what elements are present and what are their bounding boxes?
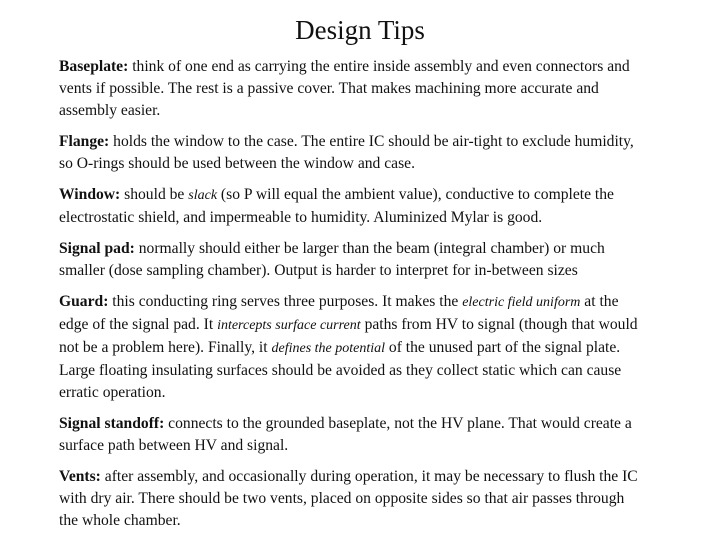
- tip-text: holds the window to the case. The entire IC should be air-tight to exclude humidity, so O-rings should be used between the window and case.: [59, 133, 634, 172]
- tip-text: think of one end as carrying the entire inside assembly and even connectors and vents if possible. The rest is a passive cover. That makes machining more accurate and assembly easier.: [59, 58, 630, 119]
- tip-emphasis: electric field uniform: [462, 295, 581, 310]
- tip-guard: [59, 291, 639, 404]
- tip-text: at the edge of the signal pad. It: [59, 293, 619, 333]
- tip-baseplate: [59, 56, 639, 122]
- tip-term: Window:: [59, 186, 121, 203]
- tip-text: normally should either be larger than the beam (integral chamber) or much smaller (dose sampling chamber). Output is harder to interpret for in-between sizes: [59, 240, 605, 279]
- tip-emphasis: intercepts surface current: [217, 318, 361, 333]
- tip-text: should be: [120, 186, 189, 203]
- page-title: Design Tips: [295, 15, 425, 45]
- tip-window: [59, 184, 639, 229]
- tip-emphasis: slack: [188, 188, 218, 203]
- tip-text: (so P will equal the ambient value), conductive to complete the electrostatic shield, and impermeable to humidity. Aluminized Mylar is good.: [59, 186, 614, 226]
- tip-text: after assembly, and occasionally during operation, it may be necessary to flush the IC with dry air. There should be two vents, placed on opposite sides so that air passes through the whole chamber.: [59, 468, 638, 529]
- tip-flange: [59, 131, 639, 175]
- tip-term: Guard:: [59, 293, 109, 310]
- tip-text: of the unused part of the signal plate. Large floating insulating surfaces should be avoided as they collect static which can cause erratic operation.: [59, 339, 622, 401]
- tip-term: Baseplate:: [59, 58, 129, 75]
- tip-signal-standoff: [59, 413, 639, 457]
- tip-text: connects to the grounded baseplate, not the HV plane. That would create a surface path between HV and signal.: [59, 415, 632, 454]
- tip-term: Flange:: [59, 133, 110, 150]
- tip-term: Vents:: [59, 468, 101, 485]
- tip-text: this conducting ring serves three purposes. It makes the: [108, 293, 463, 310]
- tip-text: paths from HV to signal (though that would not be a problem here). Finally, it: [59, 316, 638, 356]
- tips-list: [59, 56, 639, 540]
- tip-vents: [59, 466, 639, 532]
- tip-term: Signal pad:: [59, 240, 135, 257]
- tip-signal-pad: [59, 238, 639, 282]
- tip-emphasis: defines the potential: [271, 341, 386, 356]
- tip-term: Signal standoff:: [59, 415, 165, 432]
